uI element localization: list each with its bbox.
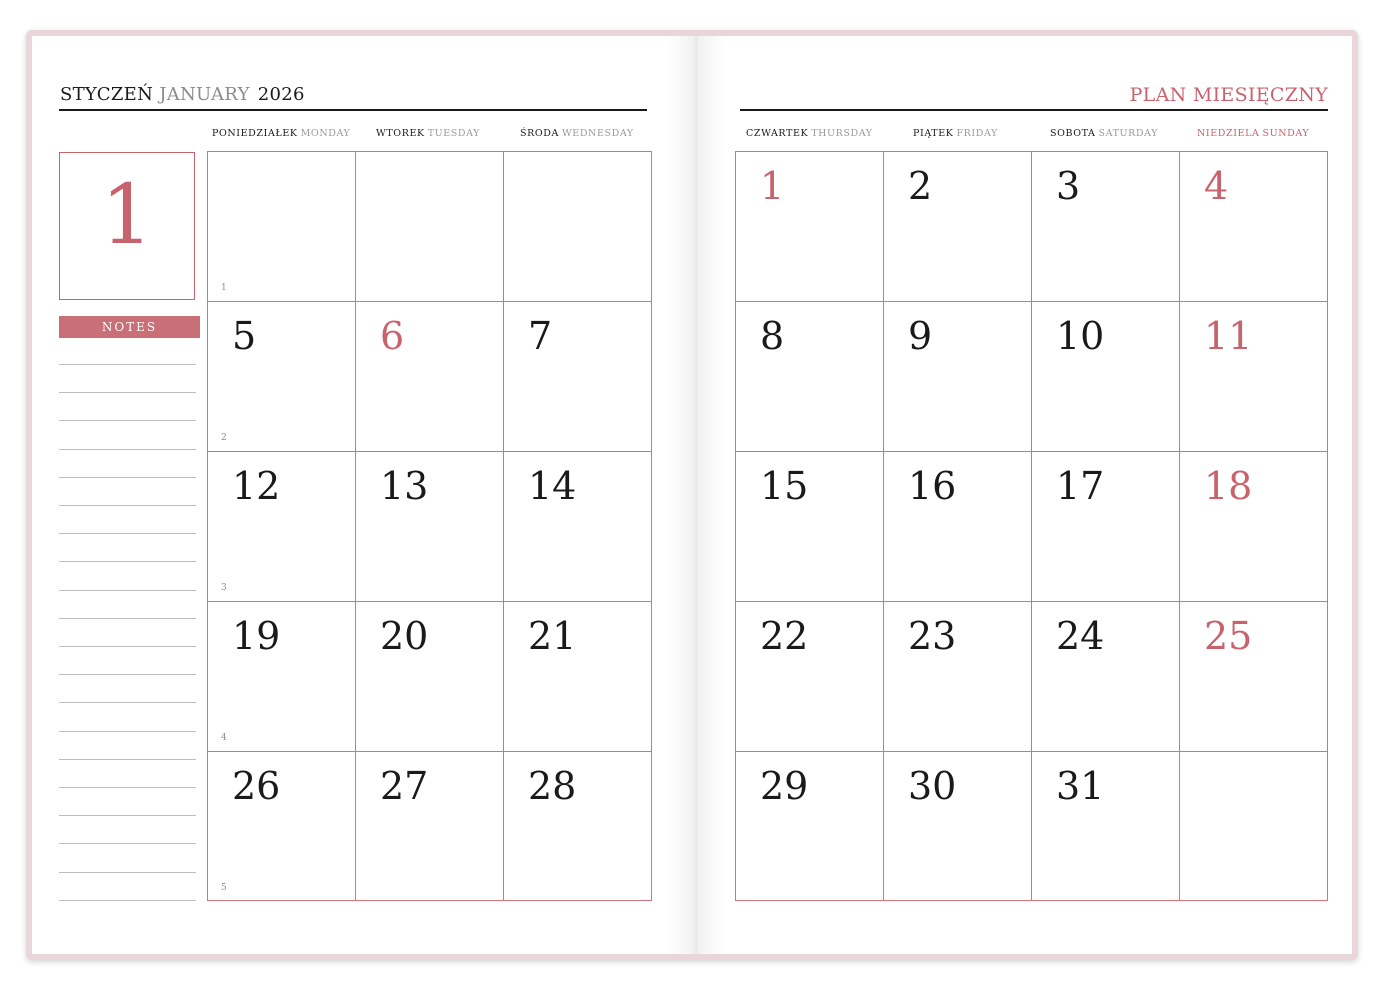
weekday-pl: PIĄTEK — [913, 128, 954, 139]
grid-row-line — [207, 301, 652, 302]
grid-column-line — [207, 151, 208, 900]
notes-line — [59, 420, 196, 421]
grid-column-line — [1179, 151, 1180, 900]
day-number: 18 — [1204, 464, 1253, 508]
notes-line — [59, 533, 196, 534]
day-number: 7 — [528, 314, 553, 358]
notes-line — [59, 449, 196, 450]
day-number: 4 — [1204, 164, 1229, 208]
weekday-pl: WTOREK — [376, 128, 425, 139]
weekday-en: SATURDAY — [1098, 128, 1159, 139]
day-number: 23 — [908, 614, 957, 658]
header-rule-left — [59, 109, 647, 111]
day-number: 27 — [380, 764, 429, 808]
notes-line — [59, 561, 196, 562]
notes-label: NOTES — [59, 316, 200, 338]
weekday-header-monday — [212, 128, 350, 139]
day-number: 30 — [908, 764, 957, 808]
notes-line — [59, 787, 196, 788]
grid-row-line — [735, 751, 1328, 752]
weekday-en: THURSDAY — [811, 128, 873, 139]
weekday-header-tuesday — [376, 128, 480, 139]
grid-column-line — [735, 151, 736, 900]
grid-row-line — [735, 601, 1328, 602]
month-number-box — [59, 152, 195, 300]
day-number: 24 — [1056, 614, 1105, 658]
day-number: 17 — [1056, 464, 1105, 508]
notes-line — [59, 872, 196, 873]
grid-row-line — [207, 601, 652, 602]
day-number: 16 — [908, 464, 957, 508]
grid-row-line — [207, 151, 652, 152]
day-number: 11 — [1204, 314, 1253, 358]
day-number: 28 — [528, 764, 577, 808]
notes-line — [59, 815, 196, 816]
weekday-en: MONDAY — [300, 128, 351, 139]
day-number: 22 — [760, 614, 809, 658]
day-number: 20 — [380, 614, 429, 658]
day-number: 8 — [760, 314, 785, 358]
day-number: 21 — [528, 614, 577, 658]
notes-line — [59, 364, 196, 365]
week-number: 5 — [221, 883, 227, 893]
week-number: 1 — [221, 283, 227, 293]
grid-column-line — [651, 151, 652, 900]
notes-line — [59, 392, 196, 393]
day-number: 6 — [380, 314, 405, 358]
weekday-header-thursday — [746, 128, 873, 139]
notes-line — [59, 505, 196, 506]
notes-line — [59, 646, 196, 647]
month-number: 1 — [100, 168, 154, 263]
grid-column-line — [1031, 151, 1032, 900]
day-number: 12 — [232, 464, 281, 508]
day-number: 29 — [760, 764, 809, 808]
day-number: 5 — [232, 314, 257, 358]
grid-row-line — [735, 301, 1328, 302]
notes-line — [59, 900, 196, 901]
page-title: PLAN MIESIĘCZNY — [1129, 84, 1328, 106]
weekday-en: FRIDAY — [956, 128, 998, 139]
year-label: 2026 — [257, 84, 305, 105]
day-number: 13 — [380, 464, 429, 508]
weekday-pl: ŚRODA — [520, 128, 559, 139]
weekday-pl: PONIEDZIAŁEK — [212, 128, 298, 139]
weekday-pl: NIEDZIELA — [1197, 128, 1260, 139]
grid-row-line — [207, 451, 652, 452]
day-number: 9 — [908, 314, 933, 358]
weekday-header-friday — [913, 128, 998, 139]
day-number: 2 — [908, 164, 933, 208]
day-number: 19 — [232, 614, 281, 658]
month-name-pl: STYCZEŃ — [60, 84, 154, 105]
notes-line — [59, 590, 196, 591]
week-number: 2 — [221, 433, 227, 443]
grid-column-line — [503, 151, 504, 900]
day-number: 14 — [528, 464, 577, 508]
weekday-header-sunday — [1197, 128, 1309, 139]
weekday-en: SUNDAY — [1262, 128, 1310, 139]
grid-row-line — [735, 151, 1328, 152]
weekday-header-wednesday — [520, 128, 634, 139]
day-number: 10 — [1056, 314, 1105, 358]
weekday-en: TUESDAY — [427, 128, 481, 139]
grid-row-line — [735, 451, 1328, 452]
weekday-pl: SOBOTA — [1050, 128, 1096, 139]
notes-line — [59, 731, 196, 732]
grid-row-line — [207, 751, 652, 752]
notes-line — [59, 702, 196, 703]
grid-column-line — [883, 151, 884, 900]
grid-column-line — [1327, 151, 1328, 900]
notes-line — [59, 843, 196, 844]
day-number: 1 — [760, 164, 785, 208]
page-gutter — [666, 36, 726, 954]
day-number: 15 — [760, 464, 809, 508]
weekday-header-saturday — [1050, 128, 1158, 139]
notes-line — [59, 618, 196, 619]
week-number: 3 — [221, 583, 227, 593]
day-number: 25 — [1204, 614, 1253, 658]
notes-line — [59, 674, 196, 675]
notes-line — [59, 759, 196, 760]
day-number: 31 — [1056, 764, 1105, 808]
day-number: 26 — [232, 764, 281, 808]
grid-row-line — [735, 900, 1328, 901]
month-title — [60, 84, 305, 105]
grid-column-line — [355, 151, 356, 900]
day-number: 3 — [1056, 164, 1081, 208]
weekday-en: WEDNESDAY — [561, 128, 634, 139]
weekday-pl: CZWARTEK — [746, 128, 809, 139]
week-number: 4 — [221, 733, 227, 743]
month-name-en: JANUARY — [159, 84, 250, 105]
grid-row-line — [207, 900, 652, 901]
header-rule-right — [740, 109, 1328, 111]
notes-line — [59, 477, 196, 478]
